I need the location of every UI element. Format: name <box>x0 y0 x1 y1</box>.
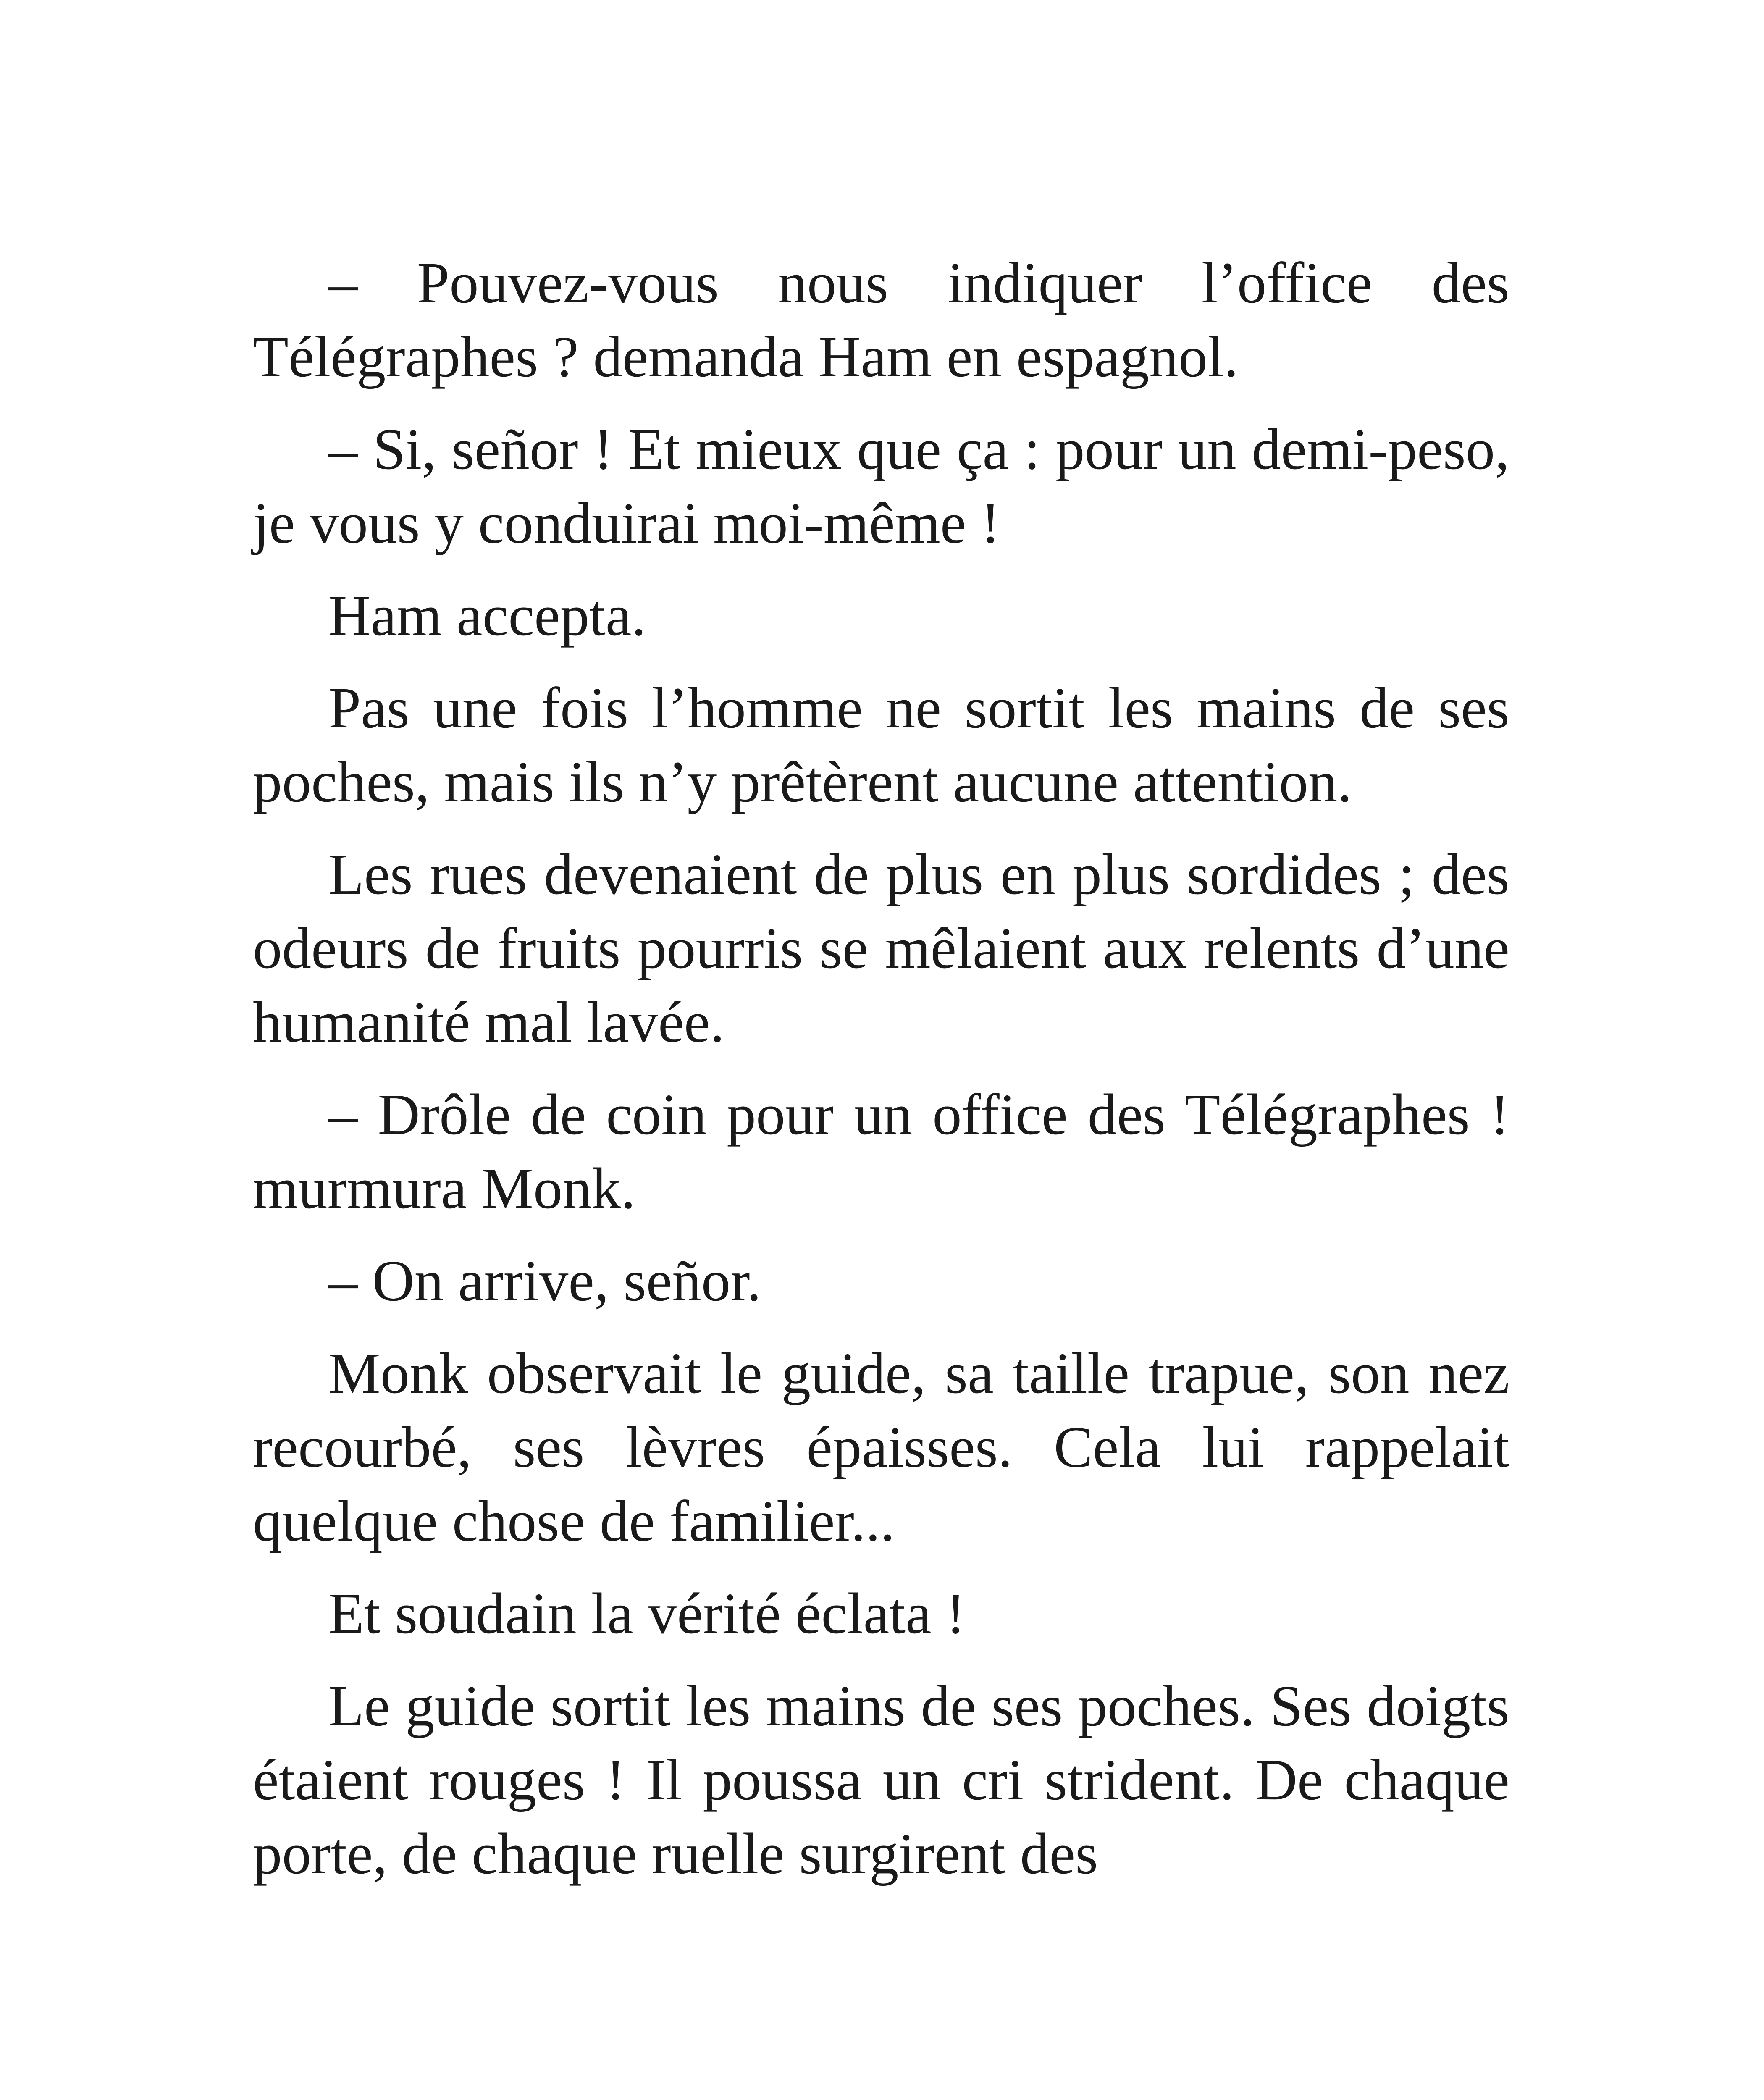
paragraph: Monk observait le guide, sa taille trapue, son nez recourbé, ses lèvres épaisses. Cela lui rappelait quelque chose de familier... <box>253 1341 1509 1554</box>
paragraph: Les rues devenaient de plus en plus sordides ; des odeurs de fruits pourris se mêlaient aux relents d’une humanité mal lavée. <box>253 842 1509 1055</box>
body-text <box>253 246 1509 1909</box>
paragraph: – Pouvez-vous nous indiquer l’office des Télégraphes ? demanda Ham en espagnol. <box>253 251 1509 389</box>
paragraph: – Drôle de coin pour un office des Télégraphes ! murmura Monk. <box>253 1082 1509 1221</box>
paragraph: Ham accepta. <box>328 583 646 648</box>
paragraph: Le guide sortit les mains de ses poches. Ses doigts étaient rouges ! Il poussa un cri strident. De chaque porte, de chaque ruelle surgirent des <box>253 1674 1509 1886</box>
paragraph: Pas une fois l’homme ne sortit les mains de ses poches, mais ils n’y prêtèrent aucune attention. <box>253 676 1509 814</box>
paragraph: Et soudain la vérité éclata ! <box>328 1581 966 1646</box>
paragraph: – Si, señor ! Et mieux que ça : pour un demi-peso, je vous y conduirai moi-même ! <box>253 417 1509 556</box>
paragraph: – On arrive, señor. <box>328 1249 761 1313</box>
